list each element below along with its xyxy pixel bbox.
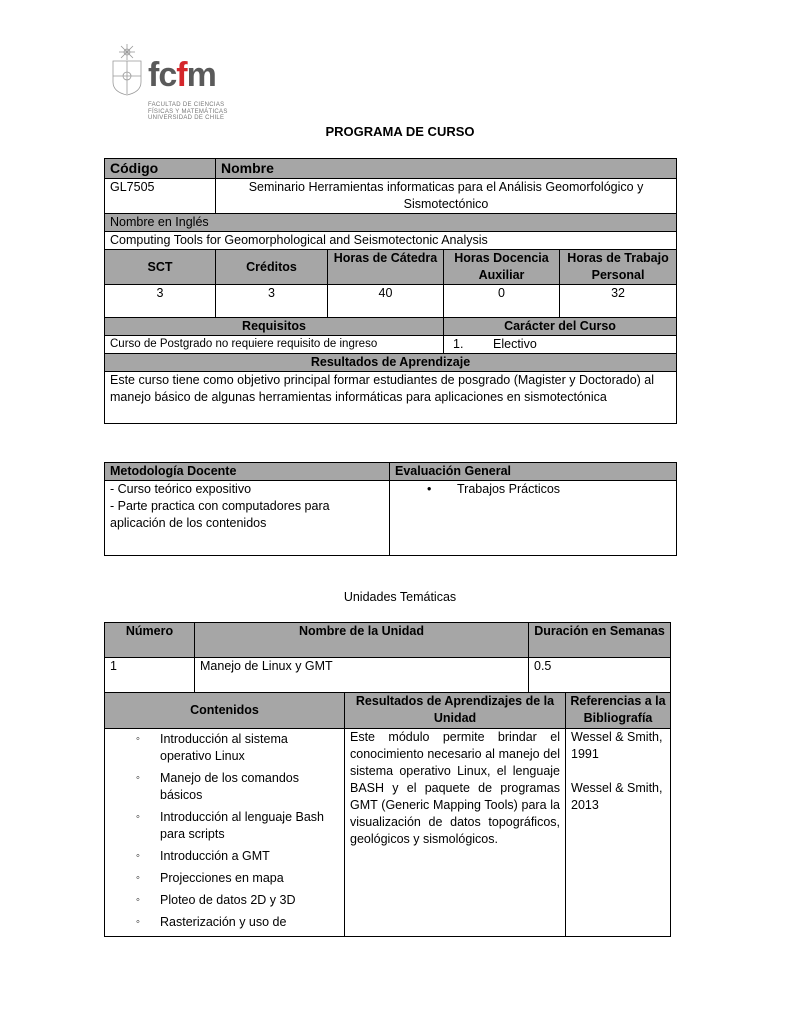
caracter-text: Electivo <box>493 337 537 351</box>
resultados-value: Este curso tiene como objetivo principal formar estudiantes de posgrado (Magister y Doctorado) al manejo básico de algunas herramientas informáticas para aplicaciones en sismotectónica <box>105 372 677 424</box>
contenido-item: ◦ Ploteo de datos 2D y 3D <box>160 892 339 909</box>
metodologia-table <box>104 462 677 556</box>
referencia-item: Wessel & Smith, 2013 <box>571 781 663 812</box>
hours-header-sct: SCT <box>105 250 216 285</box>
contenido-item: ◦ Projecciones en mapa <box>160 870 339 887</box>
contenidos-value <box>105 729 345 937</box>
nombre-unidad-value: Manejo de Linux y GMT <box>195 658 529 693</box>
contenidos-table <box>104 692 671 937</box>
nombre-value: Seminario Herramientas informaticas para el Análisis Geomorfológico y Sismotectónico <box>216 179 677 214</box>
evaluacion-value <box>390 481 677 556</box>
nombre-ingles-label: Nombre en Inglés <box>105 214 677 232</box>
caracter-number: 1. <box>453 337 464 351</box>
metodologia-value <box>105 481 390 556</box>
nombre-ingles-value: Computing Tools for Geomorphological and Seismotectonic Analysis <box>105 232 677 250</box>
hours-header-catedra: Horas de Cátedra <box>328 250 444 285</box>
contenido-item: ◦ Manejo de los comandos básicos <box>160 770 339 804</box>
hours-value-catedra: 40 <box>328 285 444 318</box>
numero-value: 1 <box>105 658 195 693</box>
metodologia-item: - Curso teórico expositivo <box>110 482 252 496</box>
hours-value-sct: 3 <box>105 285 216 318</box>
faculty-caption: FACULTAD DE CIENCIAS FÍSICAS Y MATEMÁTICAS UNIVERSIDAD DE CHILE <box>148 102 228 121</box>
hours-value-personal: 32 <box>560 285 677 318</box>
numero-label: Número <box>105 623 195 658</box>
caracter-value <box>444 336 677 354</box>
contenido-item: ◦ Introducción al sistema operativo Linux <box>160 731 339 765</box>
referencia-item: Wessel & Smith, 1991 <box>571 730 663 761</box>
hours-header-creditos: Créditos <box>216 250 328 285</box>
hours-header-auxiliar: Horas Docencia Auxiliar <box>444 250 560 285</box>
duracion-label: Duración en Semanas <box>529 623 671 658</box>
caracter-label: Carácter del Curso <box>444 318 677 336</box>
codigo-label: Código <box>105 159 216 179</box>
contenidos-list <box>110 731 339 931</box>
codigo-value: GL7505 <box>105 179 216 214</box>
resultados-label: Resultados de Aprendizaje <box>105 354 677 372</box>
evaluacion-label: Evaluación General <box>390 463 677 481</box>
bullet-icon: • <box>427 482 432 496</box>
requisitos-value: Curso de Postgrado no requiere requisito de ingreso <box>105 336 444 354</box>
evaluacion-item: Trabajos Prácticos <box>457 482 561 496</box>
unidades-tematicas-title: Unidades Temáticas <box>343 590 457 604</box>
contenido-item: ◦ Introducción al lenguaje Bash para scripts <box>160 809 339 843</box>
duracion-value: 0.5 <box>529 658 671 693</box>
hours-value-auxiliar: 0 <box>444 285 560 318</box>
document-title: PROGRAMA DE CURSO <box>325 124 475 139</box>
contenido-item: ◦ Introducción a GMT <box>160 848 339 865</box>
metodologia-label: Metodología Docente <box>105 463 390 481</box>
referencias-value <box>566 729 671 937</box>
unidad-table <box>104 622 671 693</box>
university-crest-icon <box>110 44 144 96</box>
resultados-unidad-value: Este módulo permite brindar el conocimiento necesario al manejo del sistema operativo Linux, el lenguaje BASH y el paquete de programas GMT (Generic Mapping Tools) para la visualización de datos topográficos, geológicos y sismológicos. <box>345 729 566 937</box>
nombre-unidad-label: Nombre de la Unidad <box>195 623 529 658</box>
fcfm-wordmark: fcfm <box>148 56 216 94</box>
course-info-table <box>104 158 677 424</box>
contenido-item: ◦ Rasterización y uso de <box>160 914 339 931</box>
referencias-label: Referencias a la Bibliografía <box>566 693 671 729</box>
hours-value-creditos: 3 <box>216 285 328 318</box>
requisitos-label: Requisitos <box>105 318 444 336</box>
nombre-label: Nombre <box>216 159 677 179</box>
resultados-unidad-label: Resultados de Aprendizajes de la Unidad <box>345 693 566 729</box>
fcfm-logo <box>110 44 235 124</box>
contenidos-label: Contenidos <box>105 693 345 729</box>
hours-header-personal: Horas de Trabajo Personal <box>560 250 677 285</box>
metodologia-item: - Parte practica con computadores para aplicación de los contenidos <box>110 499 330 530</box>
